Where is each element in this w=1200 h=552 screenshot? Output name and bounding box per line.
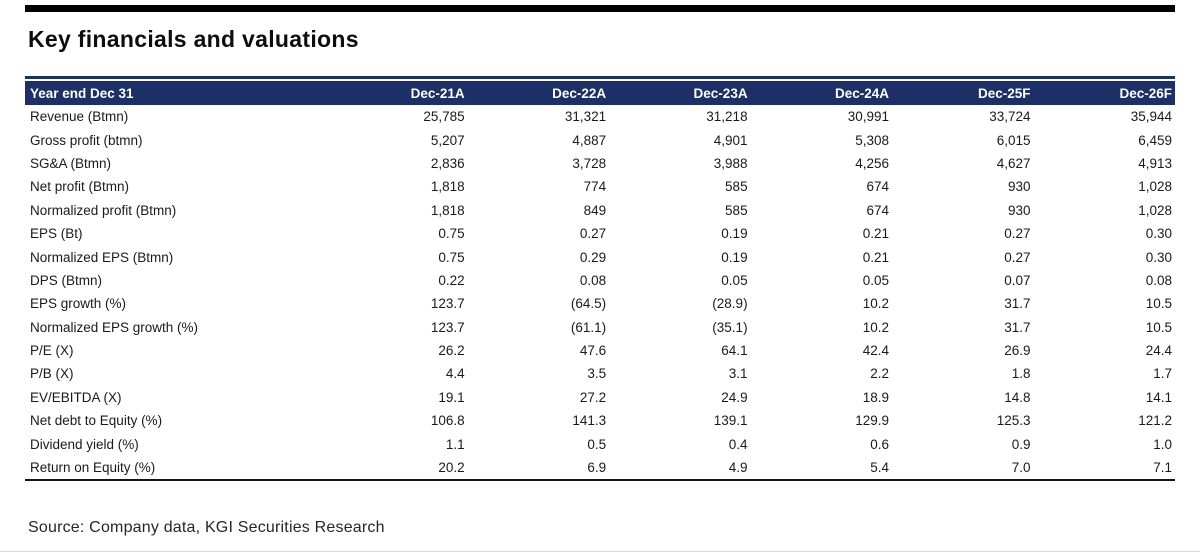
- cell-value: 27.2: [579, 389, 607, 405]
- cell-value: 31,321: [564, 109, 607, 125]
- cell-value: 10.2: [862, 296, 890, 312]
- cell-value: 674: [866, 202, 890, 218]
- cell-value: 0.4: [728, 436, 748, 452]
- table-row: [25, 409, 1175, 432]
- row-label: Gross profit (btmn): [30, 132, 143, 148]
- cell-value: 0.22: [438, 272, 465, 288]
- cell-value: 0.75: [438, 249, 465, 265]
- cell-value: 33,724: [989, 109, 1031, 125]
- financials-table-container: [25, 76, 1175, 481]
- cell-value: 0.27: [1004, 249, 1031, 265]
- cell-value: 121.2: [1138, 413, 1172, 429]
- table-row: [25, 339, 1175, 362]
- row-label: SG&A (Btmn): [30, 155, 112, 171]
- cell-value: 25,785: [423, 109, 465, 125]
- cell-value: 0.6: [870, 436, 890, 452]
- page-title: Key financials and valuations: [28, 26, 359, 52]
- table-row: [25, 456, 1175, 480]
- cell-value: 26.2: [438, 343, 465, 359]
- cell-value: 4,256: [855, 155, 890, 171]
- table-row: [25, 292, 1175, 315]
- cell-value: 7.0: [1011, 460, 1031, 476]
- row-label: Normalized EPS growth (%): [30, 319, 199, 335]
- cell-value: 10.5: [1145, 319, 1172, 335]
- row-label: Return on Equity (%): [30, 460, 156, 476]
- cell-value: 1,818: [430, 202, 465, 218]
- row-label: Normalized EPS (Btmn): [30, 249, 174, 265]
- cell-value: 0.19: [721, 249, 748, 265]
- cell-value: 930: [1007, 179, 1031, 195]
- row-label: DPS (Btmn): [30, 272, 103, 288]
- row-label: P/E (X): [30, 343, 74, 359]
- financials-table: [25, 81, 1175, 481]
- table-row: [25, 432, 1175, 455]
- header-col-dec-23a: Dec-23A: [609, 81, 750, 105]
- cell-value: 4,901: [713, 132, 748, 148]
- cell-value: 31,218: [706, 109, 748, 125]
- row-label: Net profit (Btmn): [30, 179, 130, 195]
- cell-value: 1.7: [1153, 366, 1172, 382]
- cell-value: 2,836: [430, 155, 465, 171]
- cell-value: 7.1: [1153, 460, 1172, 476]
- table-row: [25, 316, 1175, 339]
- cell-value: 10.2: [862, 319, 890, 335]
- cell-value: 0.75: [438, 226, 465, 242]
- cell-value: 1.0: [1153, 436, 1172, 452]
- cell-value: 123.7: [430, 319, 465, 335]
- cell-value: 4,913: [1138, 155, 1172, 171]
- cell-value: 1,028: [1138, 202, 1172, 218]
- cell-value: 3.1: [728, 366, 748, 382]
- cell-value: 4.4: [445, 366, 465, 382]
- cell-value: 24.9: [721, 389, 748, 405]
- table-row: [25, 175, 1175, 198]
- cell-value: 1.1: [445, 436, 465, 452]
- header-col-dec-24a: Dec-24A: [751, 81, 892, 105]
- cell-value: 10.5: [1145, 296, 1172, 312]
- cell-value: 5,308: [855, 132, 890, 148]
- cell-value: 31.7: [1004, 296, 1031, 312]
- table-row: [25, 222, 1175, 245]
- cell-value: 0.08: [579, 272, 607, 288]
- cell-value: 14.1: [1145, 389, 1172, 405]
- cell-value: 4,887: [572, 132, 607, 148]
- cell-value: (35.1): [712, 319, 748, 335]
- cell-value: 31.7: [1004, 319, 1031, 335]
- cell-value: 64.1: [721, 343, 748, 359]
- cell-value: 141.3: [572, 413, 607, 429]
- cell-value: 14.8: [1004, 389, 1031, 405]
- cell-value: 47.6: [579, 343, 607, 359]
- cell-value: 3.5: [587, 366, 607, 382]
- cell-value: 0.05: [721, 272, 748, 288]
- source-note: Source: Company data, KGI Securities Research: [28, 519, 385, 536]
- header-col-dec-25f: Dec-25F: [892, 81, 1033, 105]
- cell-value: 4,627: [996, 155, 1031, 171]
- cell-value: 0.27: [1004, 226, 1031, 242]
- cell-value: 5.4: [870, 460, 890, 476]
- header-col-dec-22a: Dec-22A: [468, 81, 609, 105]
- cell-value: (28.9): [712, 296, 748, 312]
- cell-value: 24.4: [1145, 343, 1172, 359]
- table-row: [25, 245, 1175, 268]
- top-divider-bar: [25, 5, 1175, 12]
- cell-value: 0.05: [862, 272, 890, 288]
- cell-value: 0.30: [1145, 226, 1172, 242]
- cell-value: 6,015: [996, 132, 1031, 148]
- header-col-dec-26f: Dec-26F: [1033, 81, 1175, 105]
- cell-value: 0.19: [721, 226, 748, 242]
- cell-value: 2.2: [870, 366, 890, 382]
- row-label: Dividend yield (%): [30, 436, 139, 452]
- table-row: [25, 362, 1175, 385]
- cell-value: 0.21: [862, 249, 890, 265]
- cell-value: 18.9: [862, 389, 890, 405]
- cell-value: 0.27: [579, 226, 607, 242]
- row-label: P/B (X): [30, 366, 74, 382]
- table-row: [25, 386, 1175, 409]
- row-label: Net debt to Equity (%): [30, 413, 163, 429]
- table-row: [25, 269, 1175, 292]
- cell-value: 0.5: [587, 436, 607, 452]
- cell-value: (61.1): [570, 319, 607, 335]
- cell-value: 930: [1007, 202, 1031, 218]
- table-row: [25, 128, 1175, 151]
- cell-value: 6.9: [587, 460, 607, 476]
- cell-value: 35,944: [1130, 109, 1172, 125]
- cell-value: 106.8: [430, 413, 465, 429]
- cell-value: 4.9: [728, 460, 748, 476]
- cell-value: 139.1: [713, 413, 748, 429]
- cell-value: 0.21: [862, 226, 890, 242]
- cell-value: 1.8: [1011, 366, 1031, 382]
- cell-value: 19.1: [438, 389, 465, 405]
- cell-value: 20.2: [438, 460, 465, 476]
- row-label: Normalized profit (Btmn): [30, 202, 177, 218]
- cell-value: 774: [583, 179, 607, 195]
- header-col-dec-21a: Dec-21A: [326, 81, 467, 105]
- cell-value: 3,988: [713, 155, 748, 171]
- cell-value: 585: [725, 202, 748, 218]
- table-header-row: [25, 81, 1175, 105]
- cell-value: 129.9: [855, 413, 890, 429]
- header-year-end: Year end Dec 31: [25, 81, 326, 105]
- row-label: EPS growth (%): [30, 296, 127, 312]
- cell-value: 5,207: [430, 132, 465, 148]
- cell-value: 1,818: [430, 179, 465, 195]
- cell-value: 3,728: [572, 155, 607, 171]
- cell-value: (64.5): [570, 296, 607, 312]
- cell-value: 30,991: [847, 109, 890, 125]
- row-label: Revenue (Btmn): [30, 109, 129, 125]
- cell-value: 125.3: [996, 413, 1031, 429]
- cell-value: 585: [725, 179, 748, 195]
- cell-value: 0.07: [1004, 272, 1031, 288]
- cell-value: 26.9: [1004, 343, 1031, 359]
- cell-value: 0.29: [579, 249, 607, 265]
- table-row: [25, 199, 1175, 222]
- cell-value: 849: [583, 202, 607, 218]
- cell-value: 1,028: [1138, 179, 1172, 195]
- cell-value: 6,459: [1138, 132, 1172, 148]
- row-label: EV/EBITDA (X): [30, 389, 122, 405]
- table-row: [25, 152, 1175, 175]
- cell-value: 123.7: [430, 296, 465, 312]
- table-row: [25, 105, 1175, 128]
- cell-value: 42.4: [862, 343, 890, 359]
- cell-value: 674: [866, 179, 890, 195]
- cell-value: 0.30: [1145, 249, 1172, 265]
- cell-value: 0.9: [1011, 436, 1031, 452]
- cell-value: 0.08: [1145, 272, 1172, 288]
- row-label: EPS (Bt): [30, 226, 83, 242]
